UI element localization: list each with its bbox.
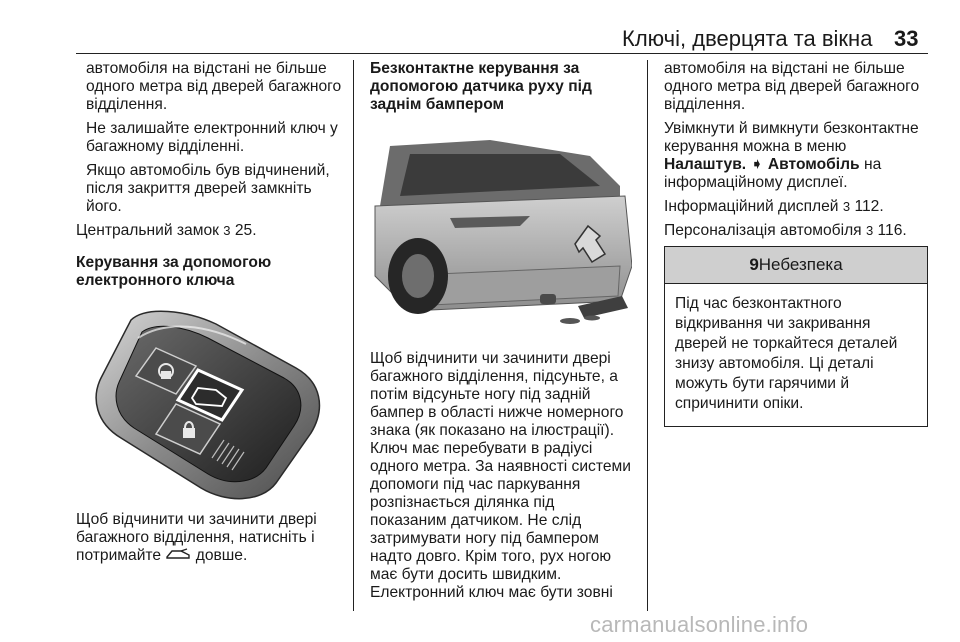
page-ref-icon: 3 (865, 223, 874, 238)
watermark: carmanualsonline.info (590, 612, 809, 637)
warning-title: Небезпека (758, 255, 843, 274)
key-fob-illustration (76, 298, 338, 503)
section-heading: Керування за допомогою електронного ключа (76, 254, 272, 289)
paragraph: автомобіля на відстані не більше одного метра від дверей багажного відділення. (86, 60, 342, 113)
page-header (0, 0, 960, 58)
cross-reference: Центральний замок 3 25. (76, 222, 257, 239)
page-number: 33 (894, 26, 919, 51)
column-3 (664, 60, 928, 427)
column-divider-2 (647, 60, 648, 611)
paragraph: Не залишайте електронний ключ у багажному відділенні. (86, 120, 338, 155)
page-ref-icon: 3 (223, 223, 231, 238)
paragraph: Щоб відчинити чи зачинити двері багажного відділення, підсуньте, а потім відсуньте ногу під задній бампер в області нижче номерного знака (як показано на ілюстрації). Ключ має перебувати в радіусі одного метра. За наявності системи допомоги під час паркування розпізнається ділянка під показаним датчиком. Не слід затримувати ногу під бампером надто довго. Крім того, рух ногою має бути досить швидким. Електронний ключ має бути зовні (370, 350, 631, 601)
column-2 (370, 60, 634, 608)
rear-bumper-sensor-illustration (370, 126, 632, 338)
paragraph: Увімкнути й вимкнути безконтактне керування можна в меню Налаштув. ➧ Автомобіль на інформаційному дисплеї. (664, 120, 919, 191)
warning-text: Під час безконтактного відкривання чи закривання дверей не торкайтеся деталей знизу автомобіля. Ці деталі можуть бути гарячими й спричинити опіки. (675, 295, 898, 412)
cross-reference: Персоналізація автомобіля 3 116. (664, 222, 907, 239)
page-title: Ключі, дверцята та вікна (622, 26, 873, 51)
column-1 (76, 60, 342, 571)
trunk-open-icon (165, 547, 191, 565)
header-divider (76, 53, 928, 54)
menu-path-item: Налаштув. (664, 156, 747, 173)
column-divider-1 (353, 60, 354, 611)
warning-triangle-icon: 9 (749, 255, 759, 274)
paragraph: Щоб відчинити чи зачинити двері багажного відділення, натисніть і потримайте довше. (76, 511, 317, 565)
arrow-icon: ➧ (750, 156, 764, 173)
warning-box (664, 246, 928, 427)
section-heading: Безконтактне керування за допомогою датчика руху під заднім бампером (370, 60, 592, 113)
cross-reference: Інформаційний дисплей 3 112. (664, 198, 884, 215)
menu-path-item: Автомобіль (767, 156, 860, 173)
warning-header (665, 247, 927, 284)
paragraph: Якщо автомобіль був відчинений, після закриття дверей замкніть його. (86, 162, 330, 215)
paragraph: автомобіля на відстані не більше одного метра від дверей багажного відділення. (664, 60, 920, 113)
page-ref-icon: 3 (842, 199, 851, 214)
